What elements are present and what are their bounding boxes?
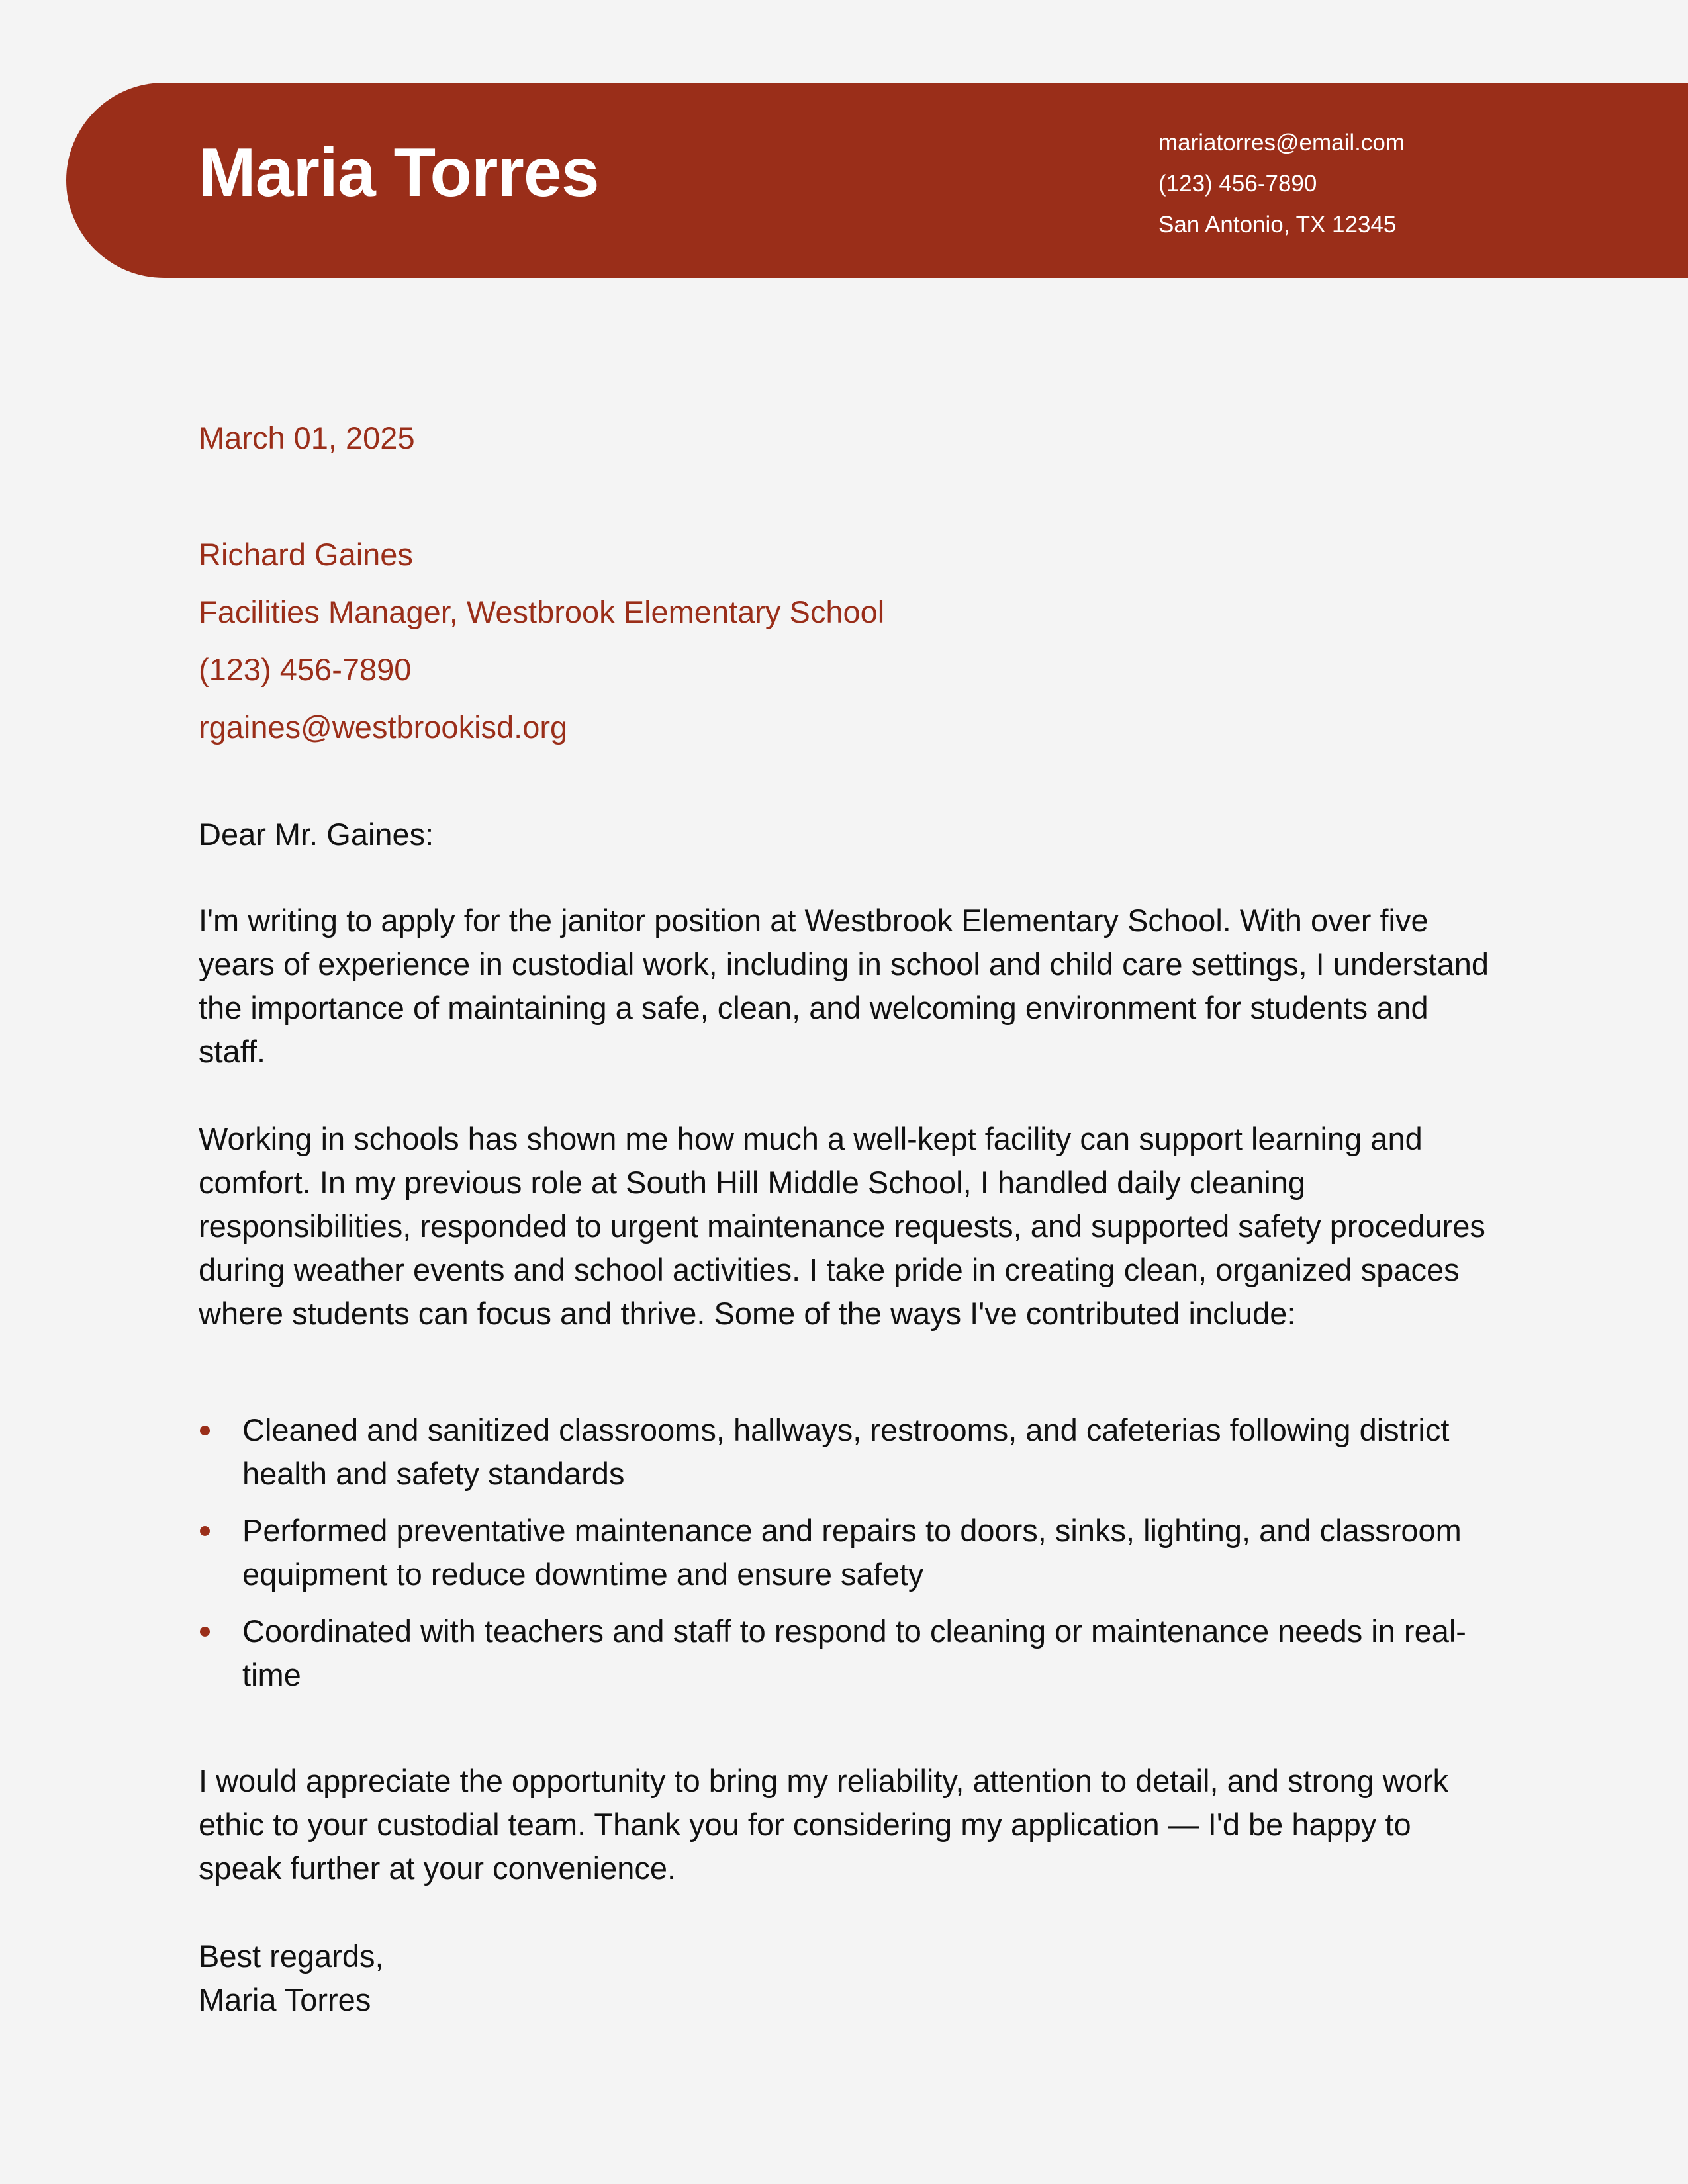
paragraph-closing: I would appreciate the opportunity to bring my reliability, attention to detail, and strong work ethic to your custodial team. Thank you for considering my application — I'd be happy to speak further at your convenience. — [199, 1763, 1449, 1886]
letter-date: March 01, 2025 — [199, 420, 415, 455]
header-band — [66, 83, 1688, 278]
list-item — [199, 1509, 1496, 1596]
applicant-location: San Antonio, TX 12345 — [1158, 212, 1397, 238]
recipient-name: Richard Gaines — [199, 537, 413, 572]
recipient-email: rgaines@westbrookisd.org — [199, 709, 568, 745]
paragraph-intro: I'm writing to apply for the janitor position at Westbrook Elementary School. With over five years of experience in custodial work, including in school and child care settings, I understand the importance of maintaining a safe, clean, and welcoming environment for students and staff. — [199, 903, 1489, 1069]
list-item-text: Coordinated with teachers and staff to respond to cleaning or maintenance needs in real-time — [242, 1614, 1466, 1692]
list-item — [199, 1408, 1496, 1496]
recipient-title: Facilities Manager, Westbrook Elementary School — [199, 594, 885, 629]
applicant-phone: (123) 456-7890 — [1158, 171, 1317, 197]
list-item-text: Performed preventative maintenance and repairs to doors, sinks, lighting, and classroom equipment to reduce downtime and ensure safety — [242, 1513, 1462, 1592]
list-item-text: Cleaned and sanitized classrooms, hallways, restrooms, and cafeterias following district health and safety standards — [242, 1412, 1450, 1491]
sign-off — [199, 1934, 384, 2022]
signature-name: Maria Torres — [199, 1982, 371, 2017]
bullet-icon — [200, 1426, 210, 1435]
closing-phrase: Best regards, — [199, 1938, 384, 1974]
applicant-name: Maria Torres — [199, 134, 599, 211]
applicant-email: mariatorres@email.com — [1158, 130, 1405, 156]
recipient-block — [199, 525, 884, 756]
list-item — [199, 1610, 1496, 1697]
recipient-phone: (123) 456-7890 — [199, 652, 412, 687]
salutation: Dear Mr. Gaines: — [199, 817, 434, 852]
paragraph-experience: Working in schools has shown me how much a well-kept facility can support learning and comfort. In my previous role at South Hill Middle School, I handled daily cleaning responsibilities, responded to urgent maintenance requests, and supported safety procedures during weather events and school activities. I take pride in creating clean, organized spaces where students can focus and thrive. Some of the ways I've contributed include: — [199, 1121, 1485, 1331]
contributions-list — [199, 1408, 1496, 1710]
bullet-icon — [200, 1627, 210, 1637]
bullet-icon — [200, 1526, 210, 1536]
applicant-contact — [1158, 122, 1405, 246]
